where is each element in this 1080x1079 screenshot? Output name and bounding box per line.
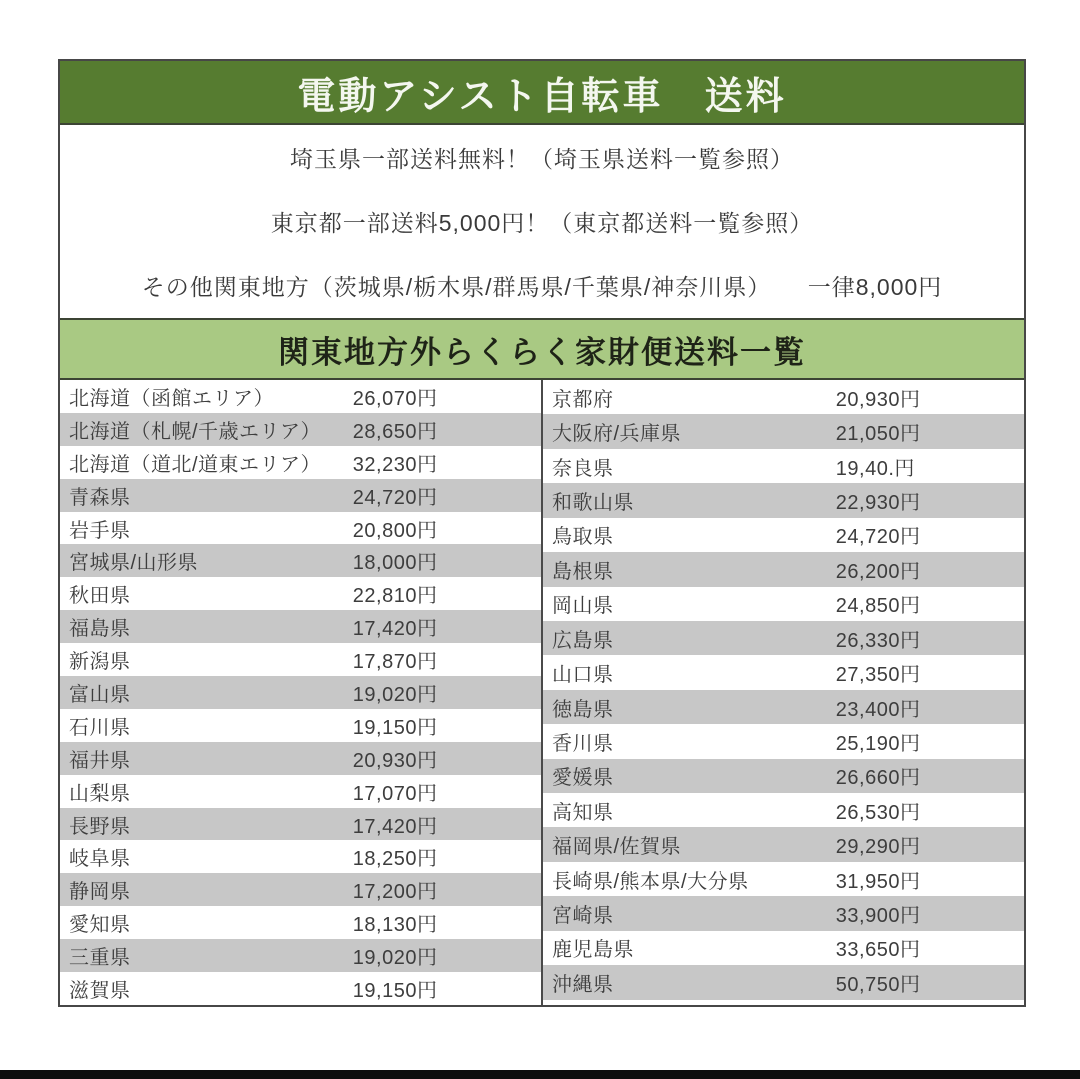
price-cell: 18,130円 [352,914,438,937]
fare-table-left-column [60,380,543,1005]
fare-row [543,931,1024,965]
price-cell: 26,070円 [352,387,438,410]
fare-row [60,775,541,808]
fare-table-right-column [543,380,1024,1005]
region-cell: 滋賀県 [69,979,131,1002]
fare-row [543,690,1024,724]
price-cell: 28,650円 [352,420,438,443]
fare-row [543,862,1024,896]
region-cell: 長野県 [69,815,131,838]
fare-row [543,621,1024,655]
region-cell: 島根県 [552,560,614,583]
fare-row [60,380,541,413]
region-cell: 宮崎県 [552,905,614,928]
region-cell: 福岡県/佐賀県 [552,836,682,859]
price-cell: 29,290円 [835,836,921,859]
price-cell: 25,190円 [835,732,921,755]
page-title: 電動アシスト自転車 送料 [297,75,787,118]
price-cell: 20,930円 [352,749,438,772]
region-cell: 石川県 [69,716,131,739]
region-cell: 山梨県 [69,782,131,805]
region-cell: 沖縄県 [552,973,614,996]
fare-row [543,587,1024,621]
region-cell: 三重県 [69,947,131,970]
fare-table [60,380,1024,1005]
price-cell: 19,020円 [352,947,438,970]
price-cell: 33,900円 [835,905,921,928]
region-cell: 鹿児島県 [552,939,634,962]
fare-row [543,759,1024,793]
region-cell: 宮城県/山形県 [69,552,199,575]
price-cell: 23,400円 [835,698,921,721]
price-cell: 19,40.円 [835,457,915,480]
content-box [58,59,1026,1007]
region-cell: 奈良県 [552,457,614,480]
region-cell: 広島県 [552,629,614,652]
region-cell: 長崎県/熊本県/大分県 [552,870,749,893]
fare-row [60,873,541,906]
price-cell: 17,420円 [352,618,438,641]
region-cell: 岐阜県 [69,848,131,871]
region-cell: 京都府 [552,388,614,411]
price-cell: 26,330円 [835,629,921,652]
region-cell: 秋田県 [69,585,131,608]
price-cell: 20,800円 [352,519,438,542]
region-cell: 高知県 [552,801,614,824]
price-cell: 50,750円 [835,973,921,996]
region-cell: 愛知県 [69,914,131,937]
fare-row [543,1000,1024,1005]
region-cell: 北海道（函館エリア） [69,387,274,410]
fare-row [60,906,541,939]
region-cell: 岩手県 [69,519,131,542]
price-cell: 18,000円 [352,552,438,575]
fare-row [543,793,1024,827]
fare-row [543,724,1024,758]
price-cell: 26,660円 [835,767,921,790]
price-cell: 17,070円 [352,782,438,805]
fare-row [60,840,541,873]
region-cell: 北海道（札幌/千歳エリア） [69,420,322,443]
price-cell: 31,950円 [835,870,921,893]
fare-row [60,709,541,742]
section-title: 関東地方外らくらく家財便送料一覧 [278,334,806,370]
fare-row [543,414,1024,448]
region-cell: 香川県 [552,732,614,755]
fare-row [543,380,1024,414]
notes-section [60,125,1024,318]
region-cell: 新潟県 [69,651,131,674]
fare-row [60,413,541,446]
title-band [60,61,1024,125]
fare-row [60,446,541,479]
price-cell: 27,350円 [835,664,921,687]
fare-row [543,483,1024,517]
price-cell: 32,230円 [352,453,438,476]
fare-row [543,518,1024,552]
region-cell: 大阪府/兵庫県 [552,423,682,446]
fare-row [543,827,1024,861]
fare-row [60,972,541,1005]
region-cell: 北海道（道北/道東エリア） [69,453,322,476]
fare-row [543,655,1024,689]
note-tokyo: 東京都一部送料5,000円！（東京都送料一覧参照） [270,209,814,236]
price-cell: 17,420円 [352,815,438,838]
price-cell: 26,530円 [835,801,921,824]
fare-row [60,577,541,610]
fare-row [60,742,541,775]
price-cell: 21,050円 [835,423,921,446]
fare-row [60,939,541,972]
price-cell: 17,870円 [352,651,438,674]
region-cell: 鳥取県 [552,526,614,549]
fare-row [60,479,541,512]
fare-row [60,643,541,676]
fare-row [543,449,1024,483]
price-cell: 24,720円 [352,486,438,509]
price-cell: 19,020円 [352,683,438,706]
fare-row [543,965,1024,999]
price-cell: 33,650円 [835,939,921,962]
fare-row [543,896,1024,930]
price-cell: 24,720円 [835,526,921,549]
price-cell: 22,930円 [835,491,921,514]
note-saitama: 埼玉県一部送料無料！（埼玉県送料一覧参照） [290,145,794,172]
region-cell: 静岡県 [69,881,131,904]
price-cell: 22,810円 [352,585,438,608]
region-cell: 山口県 [552,664,614,687]
region-cell: 愛媛県 [552,767,614,790]
price-cell: 18,250円 [352,848,438,871]
price-cell: 24,850円 [835,595,921,618]
fare-row [60,544,541,577]
fare-row [60,676,541,709]
region-cell: 富山県 [69,683,131,706]
price-cell: 19,150円 [352,979,438,1002]
section-band [60,318,1024,380]
price-cell: 17,200円 [352,881,438,904]
fare-row [543,552,1024,586]
note-other-kanto: その他関東地方（茨城県/栃木県/群馬県/千葉県/神奈川県） 一律8,000円 [141,274,943,301]
region-cell: 岡山県 [552,595,614,618]
fare-row [60,808,541,841]
fare-row [60,512,541,545]
region-cell: 徳島県 [552,698,614,721]
region-cell: 福井県 [69,749,131,772]
price-cell: 26,200円 [835,560,921,583]
price-cell: 20,930円 [835,388,921,411]
region-cell: 福島県 [69,618,131,641]
bottom-black-bar [0,1070,1080,1079]
region-cell: 和歌山県 [552,491,634,514]
region-cell: 青森県 [69,486,131,509]
price-cell: 19,150円 [352,716,438,739]
fare-row [60,610,541,643]
